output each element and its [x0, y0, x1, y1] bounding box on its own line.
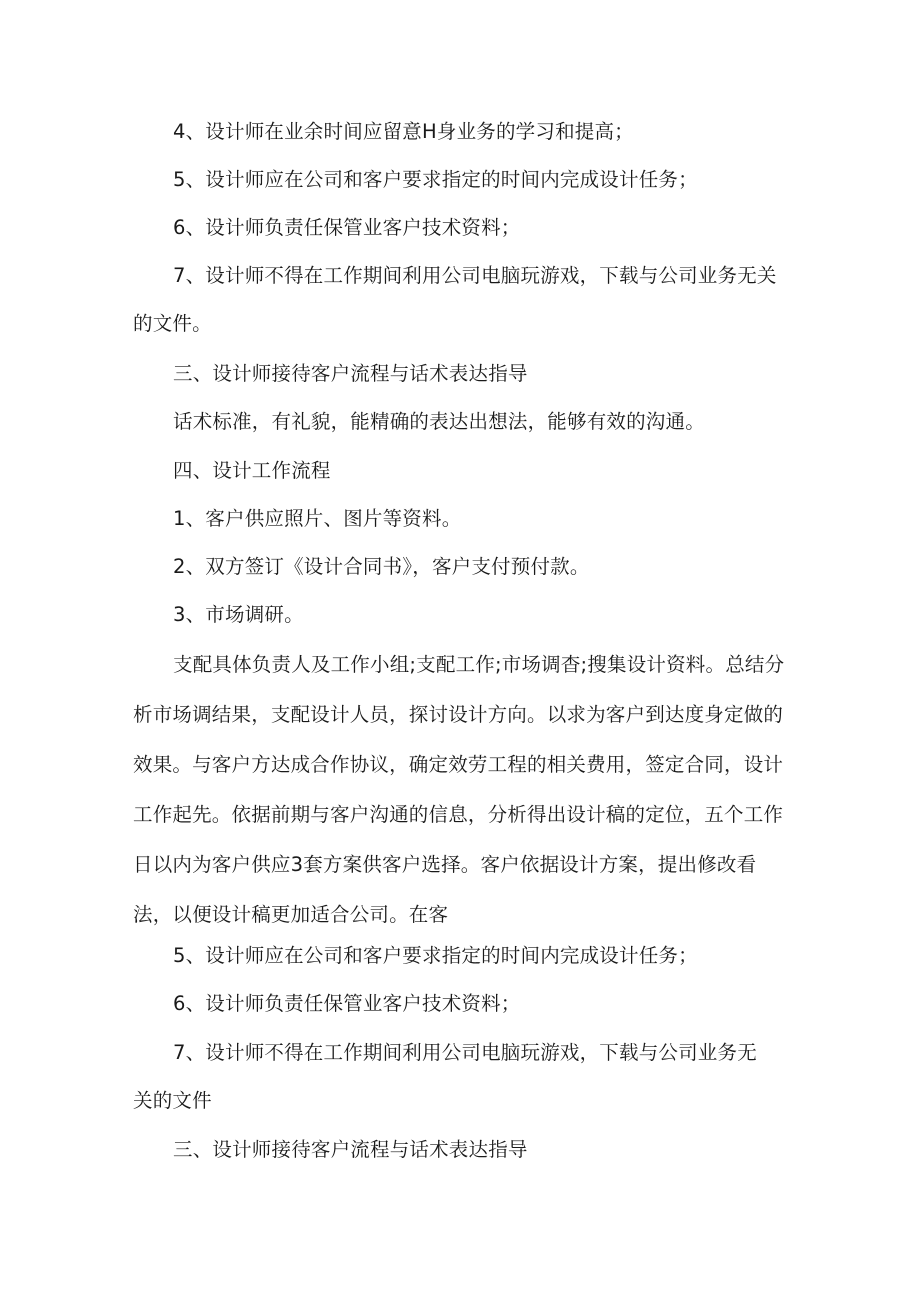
- section-heading-3-repeat: 三、设计师接待客户流程与话术表达指导: [173, 1138, 528, 1161]
- paragraph-speech-standard: 话术标准，有礼貌，能精确的表达出想法，能够有效的沟通。: [173, 410, 705, 433]
- paragraph-rule-7: 7、设计师不得在工作期间利用公司电脑玩游戏，下载与公司业务无关的文件。: [133, 264, 777, 335]
- paragraph-step-1: 1、客户供应照片、图片等资料。: [173, 507, 462, 530]
- paragraph-rule-6-repeat: 6、设计师负责任保管业客户技术资料；: [173, 992, 521, 1015]
- paragraph-rule-6: 6、设计师负责任保管业客户技术资料；: [173, 216, 521, 239]
- section-heading-4: 四、设计工作流程: [173, 459, 331, 482]
- paragraph-rule-4: 4、设计师在业余时间应留意H身业务的学习和提高；: [173, 120, 634, 143]
- paragraph-step-2: 2、双方签订《设计合同书》，客户支付预付款。: [173, 555, 590, 578]
- paragraph-rule-5-repeat: 5、设计师应在公司和客户要求指定的时间内完成设计任务；: [173, 944, 698, 967]
- paragraph-work-process: 支配具体负责人及工作小组;支配工作;市场调杳;搜集设计资料。总结分析市场调结果，支配设计人员，探讨设计方向。以求为客户到达度身定做的效果。与客户方达成合作协议，确定效劳工程的相关费用，签定合同，设计工作起先。依据前期与客户沟通的信息，分析得出设计稿的定位，五个工作日以内为客户供应3套方案供客户选择。客户依据设计方案，提出修改看法，以便设计稿更加适合公司。在客: [133, 653, 785, 926]
- paragraph-rule-7-repeat: 7、设计师不得在工作期间利用公司电脑玩游戏，下载与公司业务无关的文件: [133, 1041, 757, 1112]
- paragraph-rule-5: 5、设计师应在公司和客户要求指定的时间内完成设计任务；: [173, 168, 698, 191]
- section-heading-3: 三、设计师接待客户流程与话术表达指导: [173, 362, 528, 385]
- paragraph-step-3: 3、市场调研。: [173, 603, 304, 626]
